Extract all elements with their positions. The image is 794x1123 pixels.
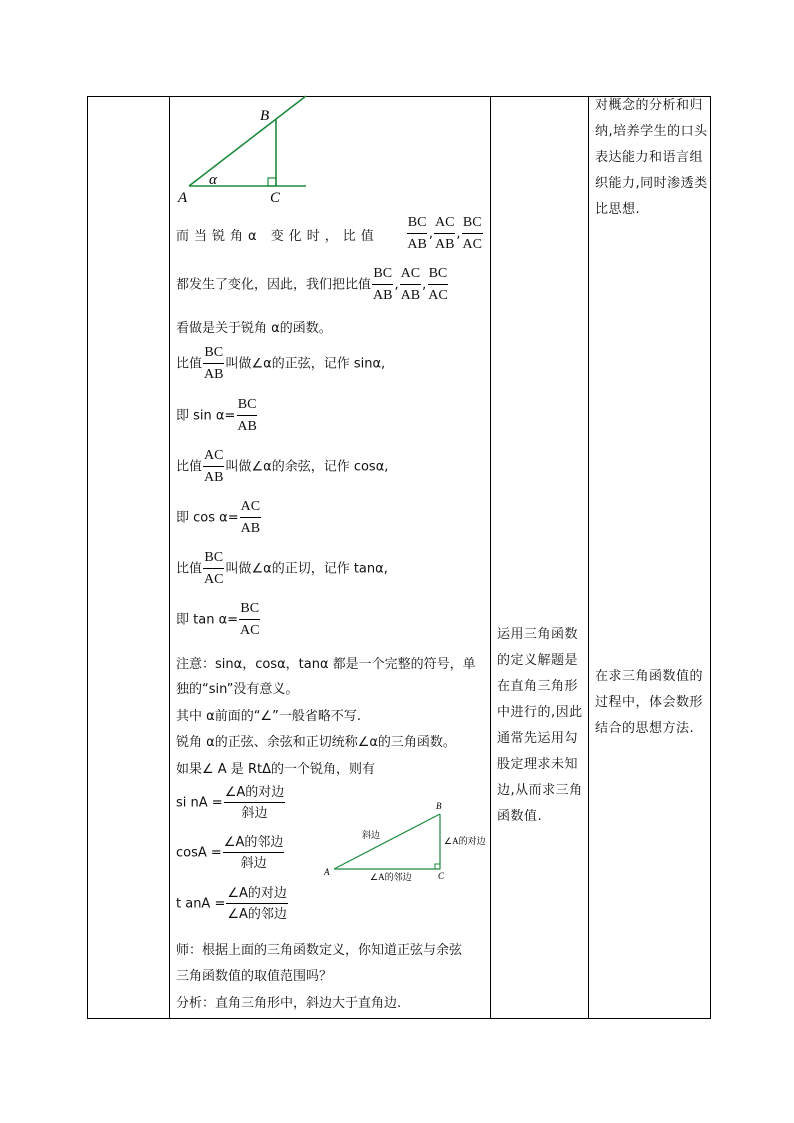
tan-a-formula: t anA = $\frac{\text{∠A的对边}}{\text{∠A的邻边}}$ [176,886,287,922]
adjacent-label: ∠A的邻边 [370,872,412,882]
sin-a-formula: si nA = $\frac{\text{∠A的对边}}{\text{斜边}}$ [176,785,285,821]
intent-note-top: 对概念的分析和归纳,培养学生的口头表达能力和语言组织能力,同时渗透类比思想. [595,98,708,217]
fraction-bc-ab: $\frac{BC}{AB}$ [407,215,427,252]
label-a: A [178,190,188,206]
note-line-3: 其中 α前面的“∠”一般省略不写. [176,709,361,724]
opposite-label: ∠A的对边 [444,836,486,846]
note-line-1: 注意：sinα，cosα，tanα 都是一个完整的符号，单 [176,657,476,672]
label-b: B [260,108,270,124]
label-c: C [270,190,281,206]
fraction-bc-ac-2: $\frac{BC}{AC}$ [428,266,448,303]
note-line-4: 锐角 α的正弦、余弦和正切统称∠α的三角函数。 [176,735,456,750]
fraction-ac-ab-2: $\frac{AC}{AB}$ [400,266,421,303]
lesson-table [87,96,711,1019]
label-alpha: α [209,172,217,188]
sine-equation: 即 sin α= $\frac{BC}{AB}$ [176,397,257,434]
sine-definition: 比值 $\frac{BC}{AB}$ 叫做∠α的正弦，记作 sinα, [176,345,386,382]
intent-note-bottom: 在求三角函数值的过程中，体会数形结合的思想方法. [595,669,704,736]
question-line-2: 三角函数值的取值范围吗？ [176,969,333,984]
fraction-ac-ab: $\frac{AC}{AB}$ [434,215,455,252]
content-cell [170,97,491,1019]
intent-cell [589,97,711,1019]
tangent-equation: 即 tan α= $\frac{BC}{AC}$ [176,601,260,638]
note-line-5: 如果∠ A 是 RtΔ的一个锐角，则有 [176,762,375,777]
empty-cell [88,97,170,1019]
tangent-definition: 比值 $\frac{BC}{AC}$ 叫做∠α的正切，记作 tanα, [176,550,388,587]
cosine-definition: 比值 $\frac{AC}{AB}$ 叫做∠α的余弦，记作 cosα, [176,448,389,485]
right-angle-mark [268,178,276,186]
fraction-bc-ab-2: $\frac{BC}{AB}$ [373,266,393,303]
ratio-line-2: 都发生了变化，因此，我们把比值 $\frac{BC}{AB}$ , $\frac{AC}{AB}$ , $\frac{BC}{AC}$ [176,266,448,303]
method-cell [491,97,589,1019]
ratio-line-1: 而当锐角α 变化时，比值 $\frac{BC}{AB}$ , $\frac{AC}{AB}$ , $\frac{BC}{AC}$ [176,215,482,252]
fraction-bc-ac: $\frac{BC}{AC}$ [462,215,482,252]
analysis-line: 分析：直角三角形中，斜边大于直角边. [176,996,402,1011]
small-label-c: C [438,871,445,881]
small-label-a: A [324,867,330,877]
small-label-b: B [436,801,442,811]
cosine-equation: 即 cos α= $\frac{AC}{AB}$ [176,499,261,536]
question-line-1: 师：根据上面的三角函数定义，你知道正弦与余弦 [176,943,463,958]
cos-a-formula: cosA = $\frac{\text{∠A的邻边}}{\text{斜边}}$ [176,835,284,871]
function-statement: 看做是关于锐角 α的函数。 [176,321,332,336]
right-triangle-diagram [176,96,316,211]
hypotenuse-label: 斜边 [362,830,381,840]
note-line-2: 独的“sin”没有意义。 [176,682,299,697]
labeled-triangle-diagram [320,797,486,887]
method-note: 运用三角函数的定义解题是在直角三角形中进行的,因此通常先运用勾股定理求未知边,从而求三角函数值. [497,627,583,824]
hypotenuse-line [189,96,306,186]
